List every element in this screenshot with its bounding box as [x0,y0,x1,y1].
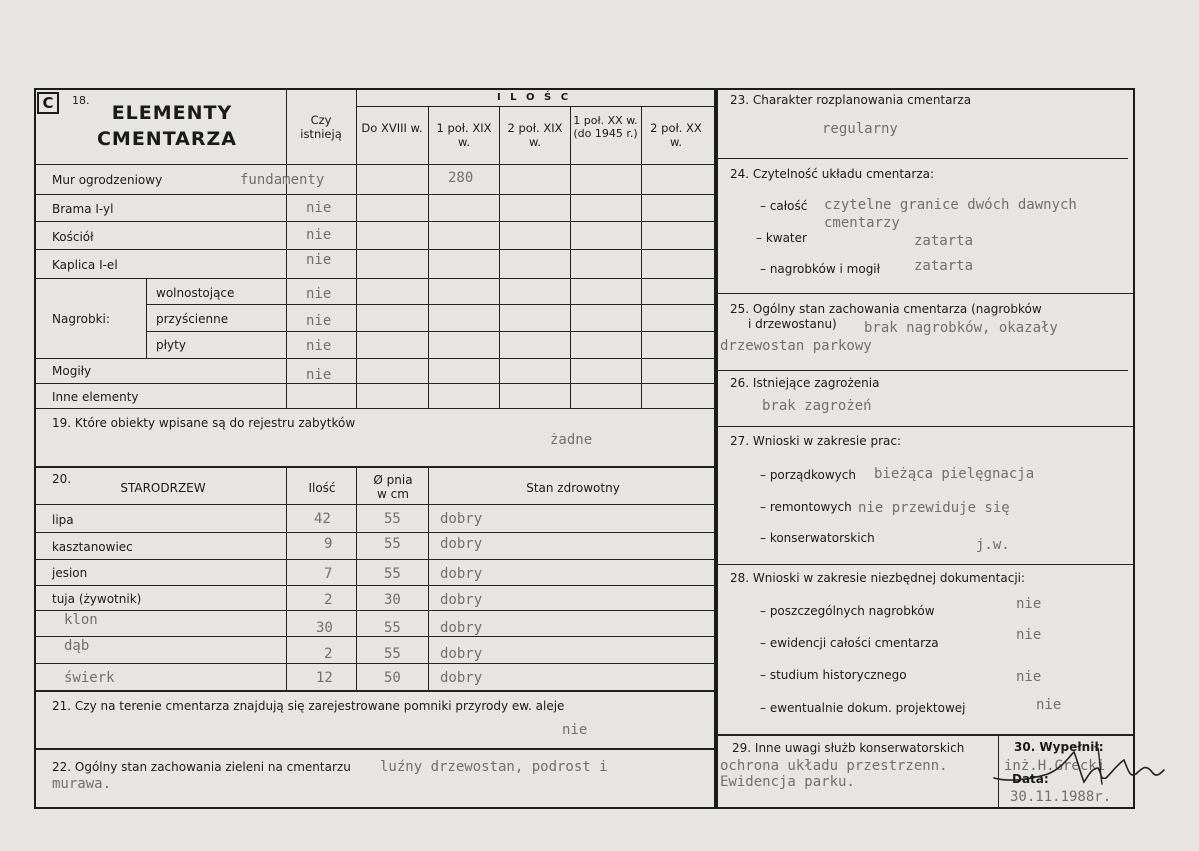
row-label-nagrobki: Nagrobki: [52,312,110,326]
s19-value: żadne [550,432,593,448]
tree-health-klon: dobry [440,620,483,636]
col-exists-header: Czy istnieją [300,113,342,141]
tree-name-kasztanowiec: kasztanowiec [52,540,133,554]
s30-label: 30. Wypełnił: [1014,740,1104,754]
tree-name-swierk: świerk [64,670,115,686]
s27-value-porzadkowych: bieżąca pielęgnacja [874,466,1035,482]
tree-qty-klon: 30 [316,620,333,636]
row-label-mur: Mur ogrodzeniowy [52,173,163,187]
s24-item-calosc: – całość [760,199,808,213]
tree-diam-swierk: 50 [384,670,401,686]
s26-value: brak zagrożeń [762,398,872,414]
value-wolnostojace: nie [306,286,332,302]
tree-health-tuja: dobry [440,592,483,608]
s21-label: 21. Czy na terenie cmentarza znajdują się zarejestrowane pomniki przyrody ew. aleje [52,699,565,713]
s24-item-kwater: – kwater [756,231,807,245]
value-brama: nie [306,200,332,216]
s24-label: 24. Czytelność układu cmentarza: [730,167,935,181]
s27-value-remontowych: nie przewiduje się [858,500,1010,516]
value-przyscienne: nie [306,313,332,329]
s29-value-1: ochrona układu przestrzenn. [720,758,948,774]
value-kosciol: nie [306,227,332,243]
col-qty-header: I L O Ś C [496,92,572,103]
tree-diam-klon: 55 [384,620,401,636]
qty-col-xviii: Do XVIII w. [361,121,423,135]
section-letter-box: C [37,92,59,114]
value-mur: fundamenty [240,172,325,188]
s20-col-qty: Ilość [308,481,336,495]
s30-date-label: Data: [1012,772,1049,786]
value-mur-qty: 280 [448,170,474,186]
s25-label-1: 25. Ogólny stan zachowania cmentarza (nagrobków [730,302,1042,316]
s28-value-projektowej: nie [1036,697,1062,713]
tree-health-kasztanowiec: dobry [440,536,483,552]
qty-col-1-xx: 1 poł. XX w. (do 1945 r.) [573,114,638,140]
s19-label: 19. Które obiekty wpisane są do rejestru zabytków [52,416,356,430]
value-mogily: nie [306,367,332,383]
s24-item-nagrobkow: – nagrobków i mogił [760,262,881,276]
s24-value-nagrobkow: zatarta [914,258,974,274]
s29-value-2: Ewidencja parku. [720,774,855,790]
s30-name: inż.H.Grecki [1004,758,1106,774]
tree-diam-lipa: 55 [384,511,401,527]
s25-label-2: i drzewostanu) [748,317,837,331]
s28-item-nagrobkow: – poszczególnych nagrobków [760,604,935,618]
s24-value-kwater: zatarta [914,233,974,249]
s24-value-calosc-2: cmentarzy [824,215,900,231]
s23-value: regularny [822,121,898,137]
tree-health-swierk: dobry [440,670,483,686]
s20-title: STARODRZEW [120,481,206,495]
s22-label: 22. Ogólny stan zachowania zieleni na cmentarzu [52,760,351,774]
tree-qty-tuja: 2 [324,592,333,608]
tree-diam-jesion: 55 [384,566,401,582]
tree-name-jesion: jesion [52,566,88,580]
s29-label: 29. Inne uwagi służb konserwatorskich [732,741,965,755]
s28-item-studium: – studium historycznego [760,668,907,682]
tree-diam-dab: 55 [384,646,401,662]
s28-value-ewidencji: nie [1016,627,1042,643]
tree-qty-lipa: 42 [314,511,331,527]
s18-title-2: CMENTARZA [96,128,238,150]
s18-title-1: ELEMENTY [111,102,233,124]
s27-item-porzadkowych: – porządkowych [760,468,856,482]
s20-number: 20. [52,472,72,486]
value-plyty: nie [306,338,332,354]
s24-value-calosc-1: czytelne granice dwóch dawnych [824,197,1077,213]
tree-name-tuja: tuja (żywotnik) [52,592,142,606]
tree-qty-dab: 2 [324,646,333,662]
tree-qty-swierk: 12 [316,670,333,686]
s22-value-2: murawa. [52,776,112,792]
row-label-kaplica: Kaplica I-el [52,258,118,272]
s23-label: 23. Charakter rozplanowania cmentarza [730,93,972,107]
s20-col-diam-1: Ø pnia [373,473,413,487]
tree-name-lipa: lipa [52,513,74,527]
s25-value-1: brak nagrobków, okazały [864,320,1058,336]
qty-col-2-xx: 2 poł. XX w. [650,121,702,149]
tree-health-lipa: dobry [440,511,483,527]
tree-diam-kasztanowiec: 55 [384,536,401,552]
s20-col-health: Stan zdrowotny [526,481,620,495]
qty-col-1-xix: 1 poł. XIX w. [436,121,492,149]
tree-diam-tuja: 30 [384,592,401,608]
s28-value-nagrobkow: nie [1016,596,1042,612]
tree-health-dab: dobry [440,646,483,662]
row-label-kosciol: Kościół [52,230,94,244]
row-sub-wolnostojace: wolnostojące [156,286,235,300]
s28-item-ewidencji: – ewidencji całości cmentarza [760,636,939,650]
tree-qty-jesion: 7 [324,566,333,582]
row-label-brama: Brama I-yl [52,202,114,216]
s28-item-projektowej: – ewentualnie dokum. projektowej [760,701,966,715]
s25-value-2: drzewostan parkowy [720,338,872,354]
s30-date: 30.11.1988r. [1010,789,1112,805]
s20-col-diam-2: w cm [377,487,409,501]
tree-health-jesion: dobry [440,566,483,582]
qty-col-2-xix: 2 poł. XIX w. [507,121,563,149]
s22-value-1: luźny drzewostan, podrost i [380,759,608,775]
row-label-mogily: Mogiły [52,364,92,378]
tree-qty-kasztanowiec: 9 [324,536,333,552]
s26-label: 26. Istniejące zagrożenia [730,376,880,390]
signature-mark [988,738,1168,798]
s28-label: 28. Wnioski w zakresie niezbędnej dokumentacji: [730,571,1026,585]
tree-name-klon: klon [64,612,98,628]
s27-item-remontowych: – remontowych [760,500,852,514]
s27-value-konserwatorskich: j.w. [976,537,1010,553]
row-label-inne: Inne elementy [52,390,139,404]
value-kaplica: nie [306,252,332,268]
row-sub-przyscienne: przyścienne [156,312,229,326]
s28-value-studium: nie [1016,669,1042,685]
s21-value: nie [562,722,588,738]
tree-name-dab: dąb [64,638,90,654]
s18-number: 18. [72,94,90,107]
row-sub-plyty: płyty [156,338,186,352]
s27-label: 27. Wnioski w zakresie prac: [730,434,902,448]
s27-item-konserwatorskich: – konserwatorskich [760,531,875,545]
